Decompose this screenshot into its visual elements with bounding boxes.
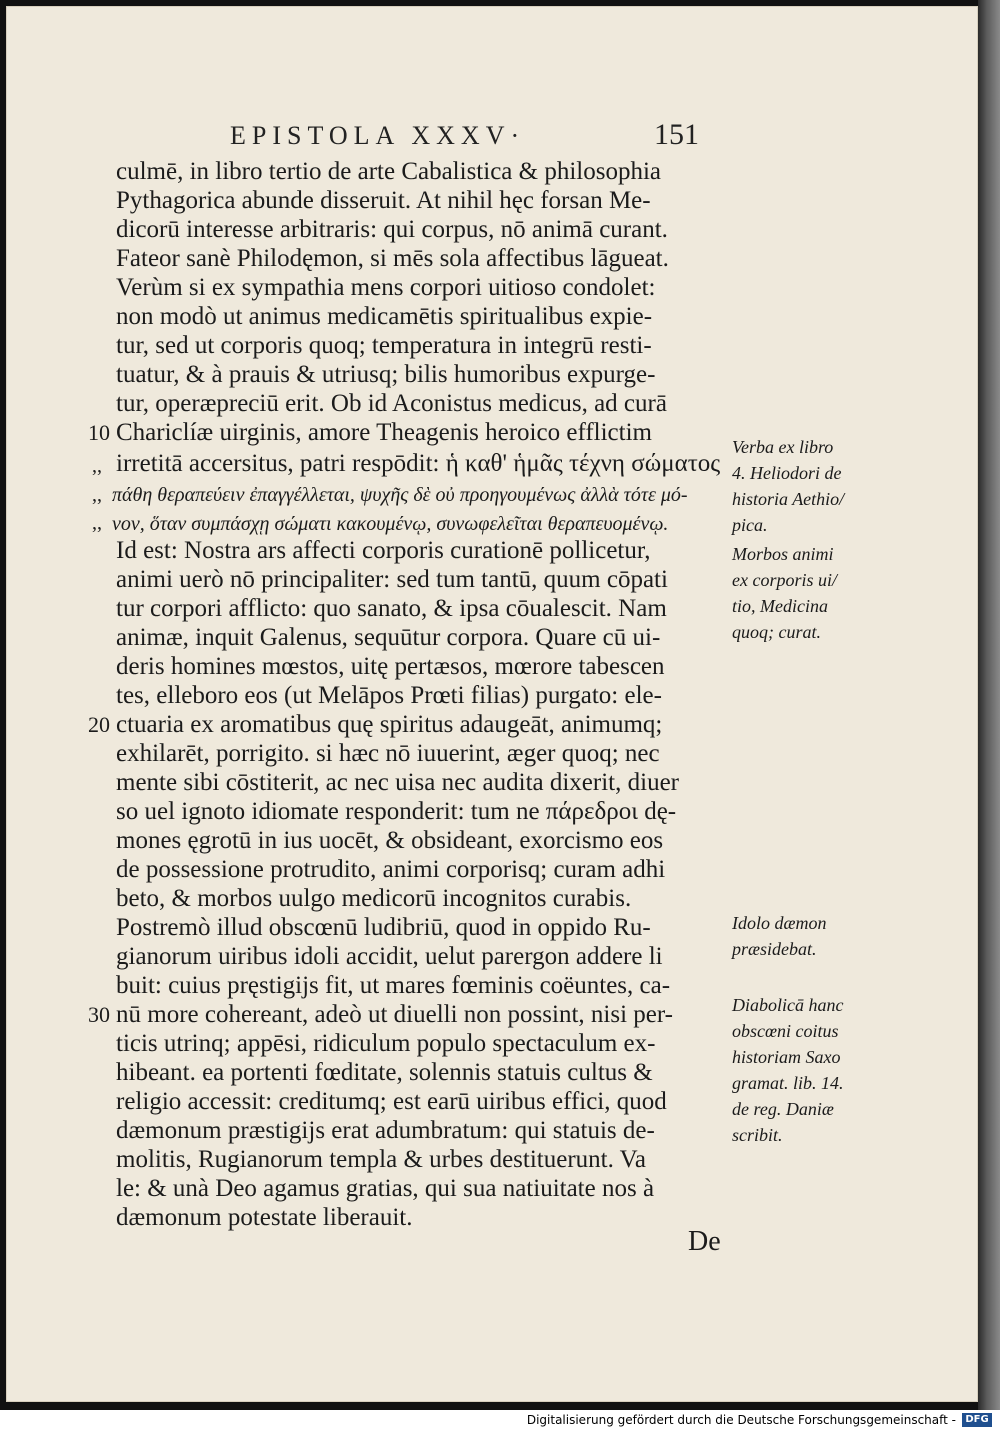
margin-note-line: tio, Medicina	[732, 596, 828, 616]
margin-note-line: Diabolicā hanc	[732, 995, 844, 1015]
text-line: tur corpori afflicto: quo sanato, & ipsa cōualescit. Nam	[116, 595, 667, 622]
margin-note-line: præsidebat.	[732, 939, 817, 959]
text-line: Pythagorica abunde disseruit. At nihil hęc forsan Me-	[116, 187, 651, 214]
margin-note-line: Idolo dæmon	[732, 913, 827, 933]
margin-note-saxo	[732, 992, 862, 1148]
margin-note-idolo	[732, 910, 862, 962]
line-number: 20	[88, 712, 110, 737]
text-line: deris homines mœstos, uitę pertæsos, mœrore tabescen	[116, 653, 665, 680]
dfg-logo: DFG	[962, 1413, 992, 1427]
text-line: dicorū interesse arbitraris: qui corpus, nō animā curant.	[116, 216, 668, 243]
text-line: molitis, Rugianorum templa & urbes destituerunt. Va	[116, 1146, 647, 1173]
quote-mark: ,,	[92, 455, 102, 477]
text-line: Fateor sanè Philodęmon, si mēs sola affectibus lāgueat.	[116, 245, 669, 272]
margin-note-line: historia Aethio/	[732, 489, 845, 509]
text-line: exhilarēt, porrigito. si hæc nō iuuerint, æger quoq; nec	[116, 740, 660, 767]
margin-note-line: Morbos animi	[732, 544, 834, 564]
text-line: Verùm si ex sympathia mens corpori uitioso condolet:	[116, 274, 656, 301]
catchword: De	[688, 1226, 721, 1257]
quote-mark: ,,	[92, 484, 102, 506]
margin-note-line: obscœni coitus	[732, 1021, 839, 1041]
greek-line: πάθη θεραπεύειν ἐπαγγέλλεται, ψυχῆς δὲ οὐ προηγουμένως ἀλλὰ τότε μό-	[112, 484, 688, 506]
running-title: EPISTOLA XXXV·	[230, 121, 526, 150]
book-edge	[978, 0, 1000, 1410]
line-number: 10	[88, 420, 110, 445]
text-line: mente sibi cōstiterit, ac nec uisa nec audita dixerit, diuer	[116, 769, 679, 796]
margin-note-line: ex corporis ui/	[732, 570, 837, 590]
text-line: ticis utrinq; appēsi, ridiculum populo spectaculum ex-	[116, 1030, 656, 1057]
page-number: 151	[654, 118, 699, 151]
margin-note-line: pica.	[732, 515, 768, 535]
text-line: culmē, in libro tertio de arte Cabalistica & philosophia	[116, 158, 661, 185]
text-line: Postremò illud obscœnū ludibriū, quod in oppido Ru-	[116, 914, 651, 941]
margin-note-line: gramat. lib. 14.	[732, 1073, 844, 1093]
text-line: mones ęgrotū in ius uocēt, & obsideant, exorcismo eos	[116, 827, 664, 854]
text-line: religio accessit: creditumq; est earū uiribus effici, quod	[116, 1088, 667, 1115]
text-line: de possessione protrudito, animi corporisq; curam adhi	[116, 856, 666, 883]
text-line: so uel ignoto idiomate responderit: tum ne πάρεδροι dę-	[116, 798, 677, 825]
text-line: animæ, inquit Galenus, sequūtur corpora. Quare cū ui-	[116, 624, 661, 651]
margin-note-line: 4. Heliodori de	[732, 463, 842, 483]
text-line: beto, & morbos uulgo medicorū incognitos curabis.	[116, 885, 632, 912]
text-line: irretitā accersitus, patri respōdit: ἡ καθ' ἡμᾶς τέχνη σώματος	[116, 450, 721, 477]
line-number: 30	[88, 1002, 110, 1027]
margin-note-line: historiam Saxo	[732, 1047, 841, 1067]
text-line: animi uerò nō principaliter: sed tum tantū, quum cōpati	[116, 566, 668, 593]
text-line: dæmonum præstigijs erat adumbratum: qui statuis de-	[116, 1117, 655, 1144]
text-line: nū more cohereant, adeò ut diuelli non possint, nisi per-	[116, 1001, 674, 1028]
text-line: buit: cuius pręstigijs fit, ut mares fœminis coëuntes, ca-	[116, 972, 671, 999]
quote-mark: ,,	[92, 512, 102, 534]
text-line: tur, sed ut corporis quoq; temperatura in integrū resti-	[116, 332, 652, 359]
funding-credit: Digitalisierung gefördert durch die Deutsche Forschungsgemeinschaft -	[526, 1413, 956, 1427]
text-line: dæmonum potestate liberauit.	[116, 1204, 413, 1231]
text-line: hibeant. ea portenti fœditate, solennis statuis cultus &	[116, 1059, 653, 1086]
text-line: le: & unà Deo agamus gratias, qui sua natiuitate nos à	[116, 1175, 655, 1202]
text-line: tuatur, & à prauis & utriusq; bilis humoribus expurge-	[116, 361, 656, 388]
text-line: ctuaria ex aromatibus quę spiritus adaugeāt, animumq;	[116, 711, 663, 738]
text-line: tes, elleboro eos (ut Melāpos Prœti filias) purgato: ele-	[116, 682, 662, 709]
margin-note-line: de reg. Daniæ	[732, 1099, 834, 1119]
greek-line: νον, ὅταν συμπάσχῃ σώματι κακουμένῳ, συνωφελεῖται θεραπευομένῳ.	[112, 513, 669, 535]
text-line: tur, operæpreciū erit. Ob id Aconistus medicus, ad curā	[116, 390, 667, 417]
text-line: gianorum uiribus idoli accidit, uelut parergon addere li	[116, 943, 663, 970]
text-line: non modò ut animus medicamētis spiritualibus expie-	[116, 303, 653, 330]
margin-note-heliodorus	[732, 434, 862, 538]
margin-note-line: Verba ex libro	[732, 437, 834, 457]
margin-note-line: scribit.	[732, 1125, 783, 1145]
text-line: Id est: Nostra ars affecti corporis curationē pollicetur,	[116, 537, 651, 564]
margin-note-morbos	[732, 541, 862, 645]
text-line: Chariclíæ uirginis, amore Theagenis heroico efflictim	[116, 419, 652, 446]
margin-note-line: quoq; curat.	[732, 622, 821, 642]
